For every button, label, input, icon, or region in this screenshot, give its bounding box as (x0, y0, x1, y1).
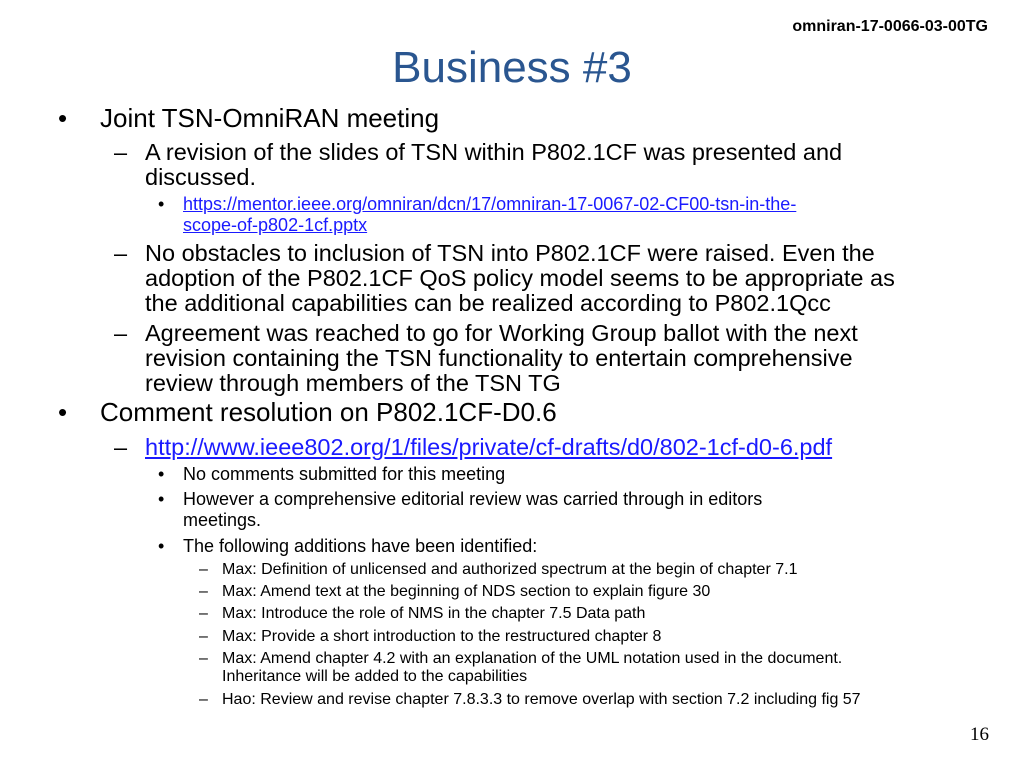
dash-marker: – (199, 650, 208, 667)
slides-link-continued[interactable]: scope-of-p802-1cf.pptx (183, 215, 368, 235)
dash-marker: – (114, 139, 128, 165)
addition-line: Max: Amend text at the beginning of NDS section to explain figure 30 (222, 583, 711, 600)
subitem-line: meetings. (183, 510, 262, 530)
addition-line: Max: Amend chapter 4.2 with an explanation of the UML notation used in the document. (222, 650, 843, 667)
document-id: omniran-17-0066-03-00TG (792, 18, 988, 35)
bullet-marker: • (158, 464, 165, 484)
section-heading: Joint TSN-OmniRAN meeting (100, 103, 440, 133)
item-line: the additional capabilities can be realized according to P802.1Qcc (145, 290, 831, 316)
dash-marker: – (199, 691, 208, 708)
draft-link[interactable]: http://www.ieee802.org/1/files/private/cf-drafts/d0/802-1cf-d0-6.pdf (145, 434, 833, 460)
subitem-line: However a comprehensive editorial review was carried through in editors (183, 489, 763, 509)
item-line: adoption of the P802.1CF QoS policy model seems to be appropriate as (145, 265, 895, 291)
bullet-marker: • (158, 489, 165, 509)
page-title: Business #3 (392, 43, 632, 92)
dash-marker: – (199, 628, 208, 645)
bullet-marker: • (58, 397, 68, 427)
bullet-marker: • (158, 536, 165, 556)
subitem-line: The following additions have been identified: (183, 536, 538, 556)
bullet-marker: • (58, 103, 68, 133)
item-line: Agreement was reached to go for Working Group ballot with the next (145, 320, 858, 346)
addition-line: Hao: Review and revise chapter 7.8.3.3 to remove overlap with section 7.2 including fig 57 (222, 691, 861, 708)
item-line: review through members of the TSN TG (145, 370, 561, 396)
dash-marker: – (199, 583, 208, 600)
dash-marker: – (199, 561, 208, 578)
item-line: No obstacles to inclusion of TSN into P802.1CF were raised. Even the (145, 240, 875, 266)
addition-line: Max: Definition of unlicensed and authorized spectrum at the begin of chapter 7.1 (222, 561, 798, 578)
dash-marker: – (114, 320, 128, 346)
dash-marker: – (114, 240, 128, 266)
item-line: revision containing the TSN functionality to entertain comprehensive (145, 345, 853, 371)
subitem-line: No comments submitted for this meeting (183, 464, 506, 484)
dash-marker: – (114, 434, 128, 460)
addition-line: Max: Introduce the role of NMS in the chapter 7.5 Data path (222, 605, 646, 622)
item-line: A revision of the slides of TSN within P802.1CF was presented and (145, 139, 843, 165)
slides-link[interactable]: https://mentor.ieee.org/omniran/dcn/17/omniran-17-0067-02-CF00-tsn-in-the- (183, 194, 797, 214)
section-heading: Comment resolution on P802.1CF-D0.6 (100, 397, 557, 427)
dash-marker: – (199, 605, 208, 622)
addition-line: Inheritance will be added to the capabilities (222, 668, 528, 685)
bullet-marker: • (158, 194, 165, 214)
page-number: 16 (970, 724, 989, 745)
addition-line: Max: Provide a short introduction to the restructured chapter 8 (222, 628, 662, 645)
item-line: discussed. (145, 164, 257, 190)
